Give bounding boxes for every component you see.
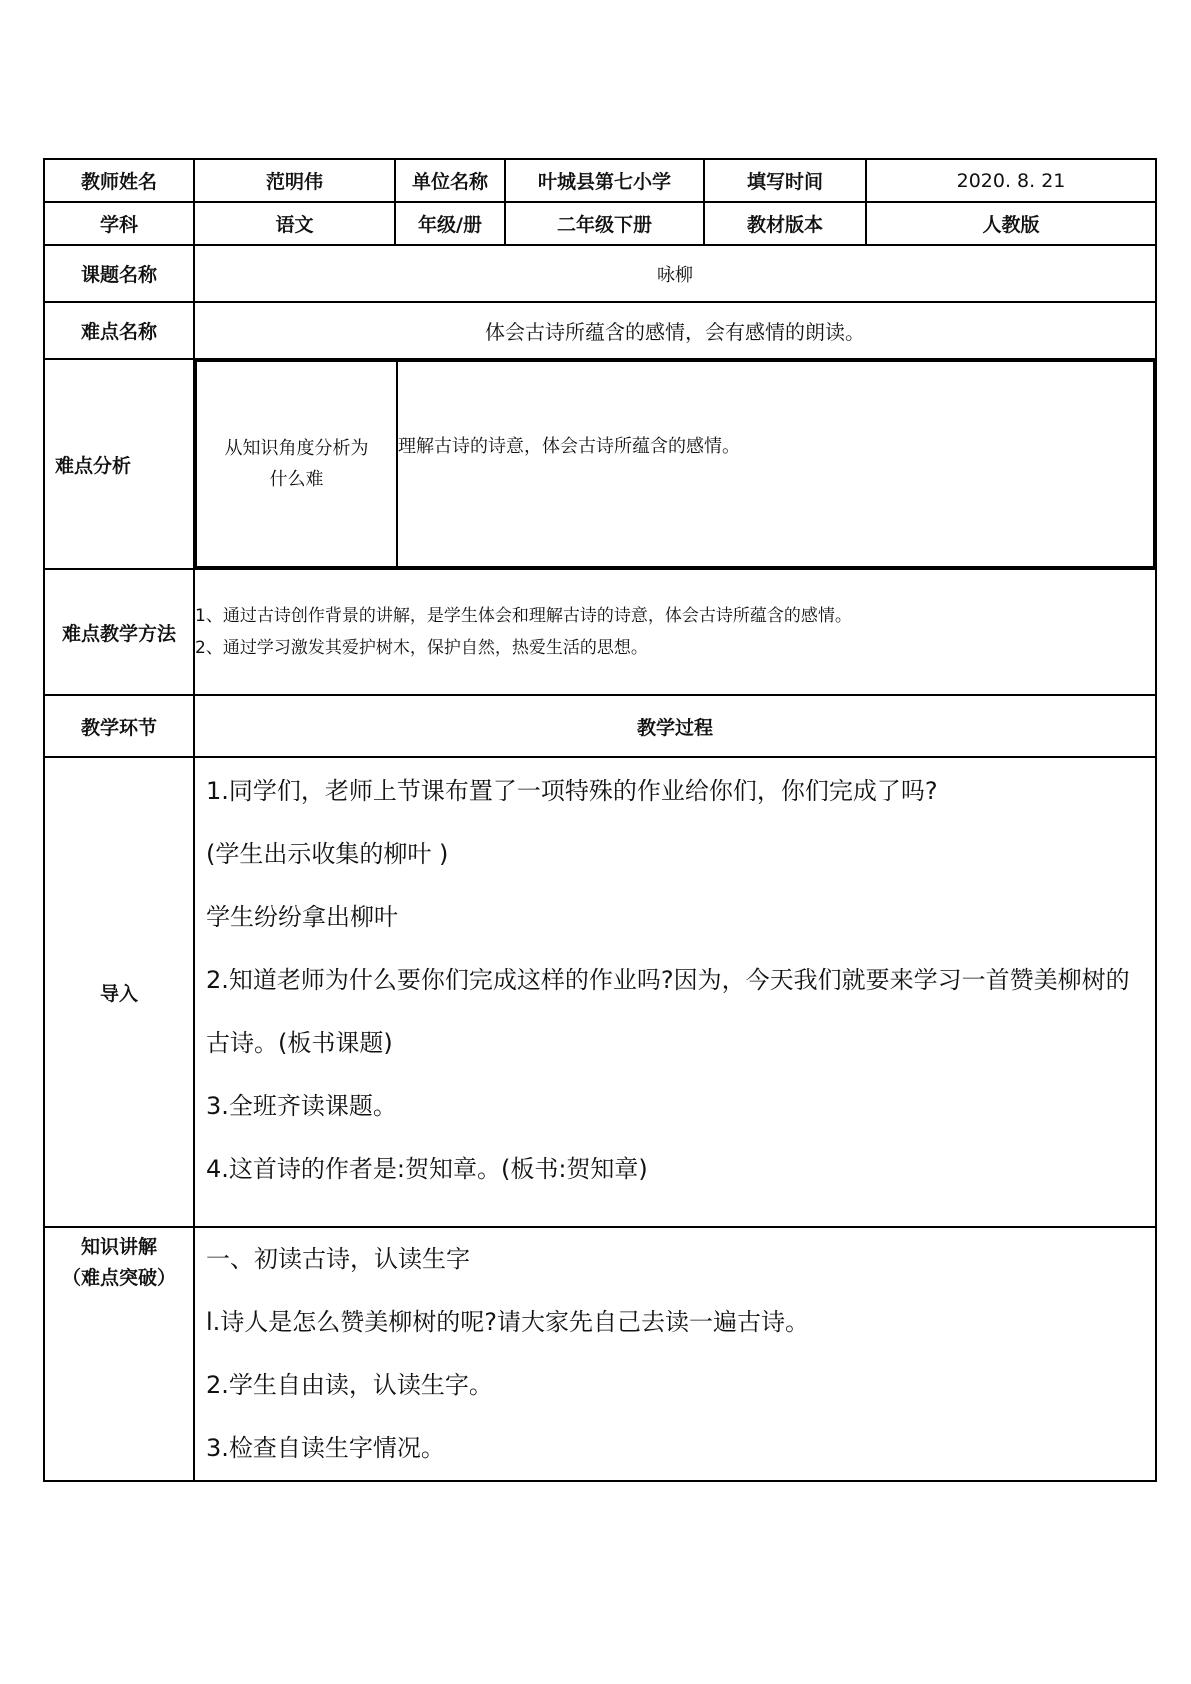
intro-line-2: (学生出示收集的柳叶 ) [206,840,449,868]
knowledge-line-3: 2.学生自由读，认读生字。 [206,1371,493,1399]
knowledge-line-1: 一、初读古诗，认读生字 [206,1245,470,1273]
analysis-row [44,359,1156,569]
unit-name-value: 叶城县第七小学 [505,159,704,202]
knowledge-label [44,1227,194,1481]
lesson-plan-table [43,158,1157,1482]
intro-content [194,757,1156,1227]
analysis-cell [194,359,1156,569]
process-header: 教学过程 [194,695,1156,757]
analysis-inner [195,360,1155,568]
subject-label: 学科 [44,202,194,245]
intro-line-7: 4.这首诗的作者是:贺知章。(板书:贺知章) [206,1155,648,1183]
process-header-row [44,695,1156,757]
analysis-sublabel-line2: 什么难 [269,469,324,490]
stage-header: 教学环节 [44,695,194,757]
method-line-1: 1、通过古诗创作背景的讲解，是学生体会和理解古诗的诗意，体会古诗所蕴含的感情。 [195,606,852,626]
fill-time-label: 填写时间 [704,159,866,202]
topic-label: 课题名称 [44,245,194,302]
knowledge-line-4: 3.检查自读生字情况。 [206,1434,445,1462]
edition-value: 人教版 [866,202,1156,245]
analysis-sublabel [196,361,397,567]
analysis-label: 难点分析 [44,359,194,569]
fill-time-value: 2020. 8. 21 [866,159,1156,202]
teacher-name-label: 教师姓名 [44,159,194,202]
header-row-1 [44,159,1156,202]
topic-row [44,245,1156,302]
knowledge-content [194,1227,1156,1481]
knowledge-label-line1: 知识讲解 [80,1236,157,1258]
analysis-sublabel-line1: 从知识角度分析为 [224,438,369,459]
intro-line-5: 古诗。(板书课题) [206,1029,393,1057]
difficulty-value: 体会古诗所蕴含的感情，会有感情的朗读。 [194,302,1156,359]
knowledge-row [44,1227,1156,1481]
difficulty-row [44,302,1156,359]
teacher-name-value: 范明伟 [194,159,395,202]
difficulty-label: 难点名称 [44,302,194,359]
method-line-2: 2、通过学习激发其爱护树木，保护自然，热爱生活的思想。 [195,638,648,658]
intro-row [44,757,1156,1227]
method-value [194,569,1156,695]
method-label: 难点教学方法 [44,569,194,695]
intro-line-6: 3.全班齐读课题。 [206,1092,397,1120]
subject-value: 语文 [194,202,395,245]
unit-name-label: 单位名称 [395,159,505,202]
method-row [44,569,1156,695]
intro-line-1: 1.同学们，老师上节课布置了一项特殊的作业给你们，你们完成了吗? [206,777,938,805]
edition-label: 教材版本 [704,202,866,245]
grade-label: 年级/册 [395,202,505,245]
grade-value: 二年级下册 [505,202,704,245]
intro-line-3: 学生纷纷拿出柳叶 [206,903,398,931]
analysis-value: 理解古诗的诗意，体会古诗所蕴含的感情。 [397,361,1154,567]
intro-line-4: 2.知道老师为什么要你们完成这样的作业吗?因为，今天我们就要来学习一首赞美柳树的 [206,966,1130,994]
intro-label: 导入 [44,757,194,1227]
knowledge-line-2: l.诗人是怎么赞美柳树的呢?请大家先自己去读一遍古诗。 [206,1308,810,1336]
knowledge-label-line2: （难点突破） [61,1267,176,1289]
header-row-2 [44,202,1156,245]
topic-value: 咏柳 [194,245,1156,302]
